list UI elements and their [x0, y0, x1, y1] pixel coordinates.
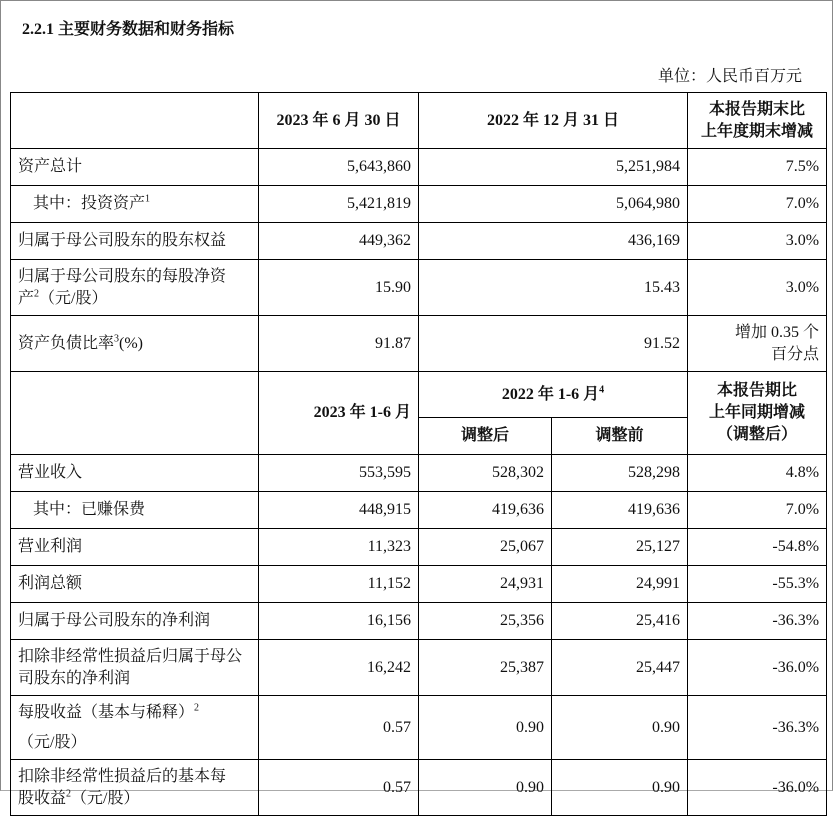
value-change: 4.8%	[688, 455, 827, 492]
value-2023: 553,595	[259, 455, 419, 492]
row-label: 其中：投资资产$^1$	[11, 186, 259, 223]
value-2023: 16,156	[259, 603, 419, 640]
value-2022: 91.52	[419, 316, 688, 372]
row-label: 资产负债比率$^3$(%)	[11, 316, 259, 372]
unit-label: 单位：人民币百万元	[657, 68, 802, 85]
value-2022-adjusted: 419,636	[419, 492, 552, 529]
value-2022: 15.43	[419, 260, 688, 316]
value-2022-original: 25,416	[552, 603, 688, 640]
value-2022: 436,169	[419, 223, 688, 260]
value-2022: 5,064,980	[419, 186, 688, 223]
value-2022-original: 24,991	[552, 566, 688, 603]
table-row	[11, 640, 827, 696]
table-row	[11, 455, 827, 492]
value-change: 3.0%	[688, 260, 827, 316]
row-label: 利润总额	[11, 566, 259, 603]
header-period-2023: 2023 年 1-6 月	[259, 372, 419, 455]
header-change-balance: 本报告期末比 上年度期末增减	[688, 93, 827, 149]
value-2023: 0.57	[259, 760, 419, 816]
financial-table	[10, 92, 827, 816]
value-2023: 448,915	[259, 492, 419, 529]
header-adjusted: 调整后	[419, 418, 552, 455]
row-label: 归属于母公司股东的净利润	[11, 603, 259, 640]
value-2023: 5,421,819	[259, 186, 419, 223]
value-2023: 16,242	[259, 640, 419, 696]
income-header-row	[11, 372, 827, 418]
value-2023: 91.87	[259, 316, 419, 372]
value-2023: 5,643,860	[259, 149, 419, 186]
row-label: 扣除非经常性损益后的基本每 股收益$^2$（元/股）	[11, 760, 259, 816]
value-change: -55.3%	[688, 566, 827, 603]
row-label: 营业收入	[11, 455, 259, 492]
value-2023: 11,152	[259, 566, 419, 603]
value-change: -36.3%	[688, 603, 827, 640]
value-2022-adjusted: 528,302	[419, 455, 552, 492]
table-row	[11, 492, 827, 529]
value-change: 3.0%	[688, 223, 827, 260]
value-2023: 11,323	[259, 529, 419, 566]
value-2022-original: 528,298	[552, 455, 688, 492]
table-row	[11, 696, 827, 760]
row-label: 归属于母公司股东的每股净资 产$^2$（元/股）	[11, 260, 259, 316]
value-change: -36.3%	[688, 696, 827, 760]
table-row	[11, 566, 827, 603]
value-2022: 5,251,984	[419, 149, 688, 186]
header-empty-cell	[11, 93, 259, 149]
value-2023: 449,362	[259, 223, 419, 260]
header-date-2022: 2022 年 12 月 31 日	[419, 93, 688, 149]
table-row	[11, 186, 827, 223]
value-2022-original: 25,127	[552, 529, 688, 566]
value-2023: 15.90	[259, 260, 419, 316]
value-change: 增加 0.35 个 百分点	[688, 316, 827, 372]
value-2023: 0.57	[259, 696, 419, 760]
header-date-2023: 2023 年 6 月 30 日	[259, 93, 419, 149]
value-2022-adjusted: 0.90	[419, 696, 552, 760]
value-2022-original: 25,447	[552, 640, 688, 696]
value-change: 7.0%	[688, 186, 827, 223]
row-label: 其中：已赚保费	[11, 492, 259, 529]
value-2022-original: 419,636	[552, 492, 688, 529]
table-row	[11, 223, 827, 260]
header-before-adjustment: 调整前	[552, 418, 688, 455]
balance-header-row	[11, 93, 827, 149]
row-label: 每股收益（基本与稀释）$^2$ （元/股）	[11, 696, 259, 760]
value-2022-original: 0.90	[552, 696, 688, 760]
row-label: 扣除非经常性损益后归属于母公 司股东的净利润	[11, 640, 259, 696]
value-change: -36.0%	[688, 760, 827, 816]
row-label: 营业利润	[11, 529, 259, 566]
table-row	[11, 316, 827, 372]
row-label: 资产总计	[11, 149, 259, 186]
header-empty-cell	[11, 372, 259, 455]
value-2022-adjusted: 25,356	[419, 603, 552, 640]
value-change: -36.0%	[688, 640, 827, 696]
table-row	[11, 529, 827, 566]
value-2022-adjusted: 25,067	[419, 529, 552, 566]
table-row	[11, 603, 827, 640]
table-row	[11, 260, 827, 316]
value-change: 7.0%	[688, 492, 827, 529]
value-change: 7.5%	[688, 149, 827, 186]
header-period-2022: 2022 年 1-6 月$^4$	[419, 372, 688, 418]
header-change-income: 本报告期比 上年同期增减 （调整后）	[688, 372, 827, 455]
value-2022-adjusted: 24,931	[419, 566, 552, 603]
table-row	[11, 149, 827, 186]
table-row	[11, 760, 827, 816]
value-2022-adjusted: 25,387	[419, 640, 552, 696]
section-title: 2.2.1 主要财务数据和财务指标	[22, 21, 235, 38]
value-change: -54.8%	[688, 529, 827, 566]
value-2022-original: 0.90	[552, 760, 688, 816]
row-label: 归属于母公司股东的股东权益	[11, 223, 259, 260]
value-2022-adjusted: 0.90	[419, 760, 552, 816]
